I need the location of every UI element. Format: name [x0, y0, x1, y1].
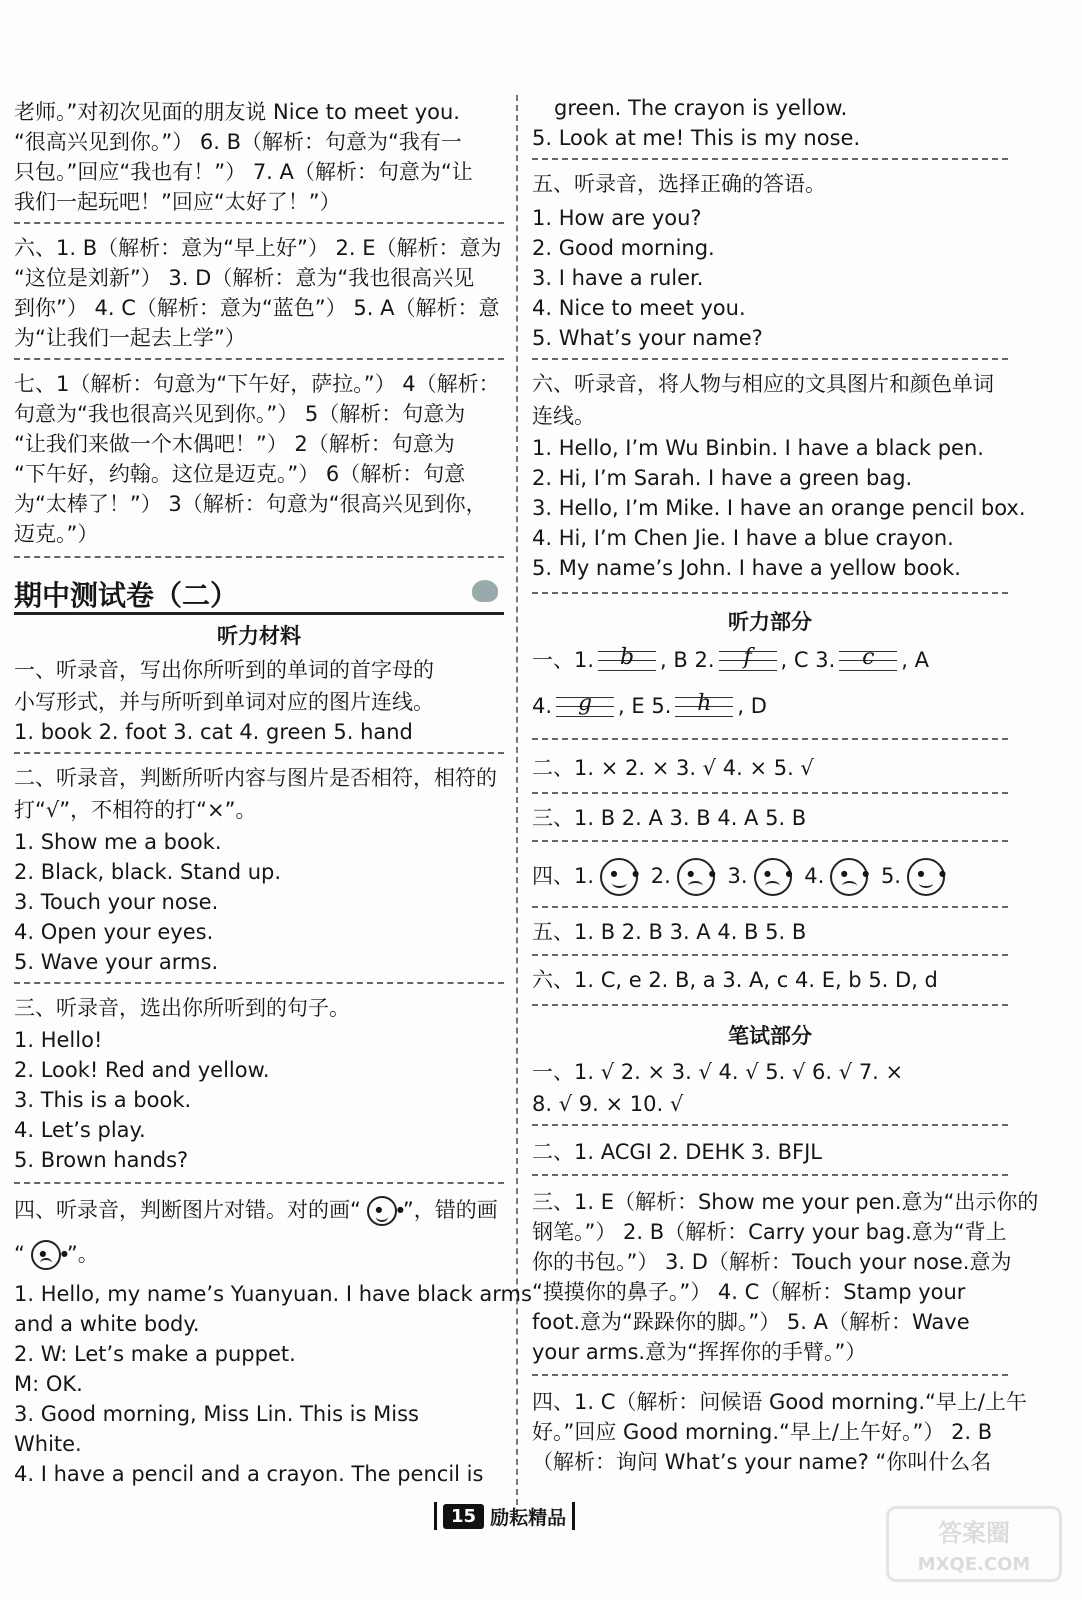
text-line: 1. Hello!: [14, 1028, 103, 1052]
divider: [532, 738, 1008, 740]
text-line: and a white body.: [14, 1312, 200, 1336]
written-letter: h: [697, 691, 712, 716]
footer-bar: [434, 1502, 437, 1530]
answer-text: , A: [901, 648, 929, 672]
page-number: 15: [443, 1504, 484, 1529]
text-line: 3. Hello, I’m Mike. I have an orange pencil box.: [532, 496, 1026, 520]
section-title: 期中测试卷（二）: [14, 579, 239, 612]
question-heading: [14, 1196, 498, 1226]
question-heading: 一、听录音，写出你所听到的单词的首字母的: [14, 658, 434, 682]
listening-part-title: 听力部分: [728, 610, 812, 634]
text-line: 三、1. E（解析：Show me your pen.意为“出示你的: [532, 1190, 1039, 1214]
text-line: 六、1. B（解析：意为“早上好”） 2. E（解析：意为: [14, 236, 502, 260]
question-heading: 二、听录音，判断所听内容与图片是否相符，相符的: [14, 766, 497, 790]
text-line: foot.意为“跺跺你的脚。”） 5. A（解析：Wave: [532, 1310, 970, 1334]
divider: [14, 1182, 504, 1184]
text-line: 4. Open your eyes.: [14, 920, 214, 944]
text-line: 4. Hi, I’m Chen Jie. I have a blue crayon.: [532, 526, 954, 550]
text-line: 迈克。”）: [14, 522, 99, 546]
answer-text: , B 2.: [660, 648, 715, 672]
heading-text: ”，错的画: [402, 1198, 498, 1222]
answer-row: 三、1. B 2. A 3. B 4. A 5. B: [532, 806, 807, 830]
divider: [532, 1124, 1008, 1126]
divider: [532, 1374, 1008, 1376]
text-line: 为“太棒了！”） 3（解析：句意为“很高兴见到你，: [14, 492, 487, 516]
question-heading: [14, 1240, 99, 1270]
question-heading: 打“√”，不相符的打“×”。: [14, 798, 257, 822]
text-line: 只包。”回应“我也有！”） 7. A（解析：句意为“让: [14, 160, 473, 184]
text-line: 4. I have a pencil and a crayon. The pencil is: [14, 1462, 484, 1486]
answer-text: 3.: [727, 864, 748, 888]
text-line: 句意为“我也很高兴见到你。”） 5（解析：句意为: [14, 402, 466, 426]
letter-writing-lines: [675, 692, 733, 722]
answer-row: 一、1. √ 2. × 3. √ 4. √ 5. √ 6. √ 7. ×: [532, 1060, 904, 1084]
title-rule: [14, 612, 504, 615]
divider: [532, 792, 1008, 794]
answer-text: 2.: [650, 864, 671, 888]
sad-face-icon: ● ●: [677, 858, 715, 896]
question-heading: 三、听录音，选出你所听到的句子。: [14, 996, 350, 1020]
text-line: 1. Hello, I’m Wu Binbin. I have a black pen.: [532, 436, 984, 460]
divider: [532, 906, 1008, 908]
divider: [532, 954, 1008, 956]
text-line: 2. Look! Red and yellow.: [14, 1058, 270, 1082]
written-letter: g: [578, 691, 593, 716]
text-line: 5. Brown hands?: [14, 1148, 189, 1172]
divider: [532, 358, 1008, 360]
smiley-face-icon: ● ●: [907, 858, 945, 896]
watermark-text: MXQE.COM: [917, 1554, 1031, 1575]
divider: [532, 840, 1008, 842]
text-line: 5. Wave your arms.: [14, 950, 219, 974]
text-line: 你的书包。”） 3. D（解析：Touch your nose.意为: [532, 1250, 1012, 1274]
text-line: “这位是刘新”） 3. D（解析：意为“我也很高兴见: [14, 266, 475, 290]
text-line: “下午好，约翰。这位是迈克。”） 6（解析：句意: [14, 462, 466, 486]
text-line: （解析：询问 What’s your name? “你叫什么名: [532, 1450, 992, 1474]
divider: [532, 1174, 1008, 1176]
text-line: green. The crayon is yellow.: [554, 96, 848, 120]
sad-face-icon: ● ●: [754, 858, 792, 896]
answer-text: , D: [737, 694, 767, 718]
text-line: your arms.意为“挥挥你的手臂。”）: [532, 1340, 867, 1364]
heading-text: 四、听录音，判断图片对错。对的画“: [14, 1198, 361, 1222]
divider: [14, 222, 504, 224]
written-letter: f: [743, 645, 752, 670]
listening-material-title: 听力材料: [217, 624, 301, 648]
text-line: 2. Good morning.: [532, 236, 715, 260]
text-line: M: OK.: [14, 1372, 83, 1396]
question-heading: 连线。: [532, 404, 595, 428]
text-line: 5. What’s your name?: [532, 326, 763, 350]
text-line: 4. Let’s play.: [14, 1118, 146, 1142]
text-line: 5. Look at me! This is my nose.: [532, 126, 861, 150]
text-line: 3. Touch your nose.: [14, 890, 219, 914]
text-line: 1. How are you?: [532, 206, 702, 230]
smiley-face-icon: ● ●: [367, 1196, 397, 1226]
answer-text: , C 3.: [780, 648, 836, 672]
letter-writing-lines: [719, 646, 777, 676]
text-line: “摸摸你的鼻子。”） 4. C（解析：Stamp your: [532, 1280, 966, 1304]
answer-text: 5.: [880, 864, 901, 888]
answer-row: [532, 646, 929, 676]
footer-bar: [572, 1502, 575, 1530]
letter-writing-lines: [598, 646, 656, 676]
letter-writing-lines: [556, 692, 614, 722]
answer-row: 五、1. B 2. B 3. A 4. B 5. B: [532, 920, 807, 944]
divider: [532, 592, 1008, 594]
text-line: 4. Nice to meet you.: [532, 296, 746, 320]
heading-text: “: [14, 1242, 25, 1266]
question-heading: 小写形式，并与所听到单词对应的图片连线。: [14, 690, 434, 714]
text-line: 到你”） 4. C（解析：意为“蓝色”） 5. A（解析：意: [14, 296, 500, 320]
text-line: 四、1. C（解析：问候语 Good morning.“早上/上午: [532, 1390, 1028, 1414]
text-line: “很高兴见到你。”） 6. B（解析：句意为“我有一: [14, 130, 462, 154]
answer-row: [532, 858, 951, 896]
text-line: 5. My name’s John. I have a yellow book.: [532, 556, 961, 580]
answer-row: 六、1. C, e 2. B, a 3. A, c 4. E, b 5. D, d: [532, 968, 938, 992]
answer-row: 8. √ 9. × 10. √: [532, 1092, 684, 1116]
brand-name: 励耘精品: [490, 1506, 567, 1529]
watermark-logo: [886, 1506, 1062, 1582]
answer-text: 4.: [804, 864, 825, 888]
question-heading: 五、听录音，选择正确的答语。: [532, 172, 826, 196]
watermark-text: 答案圈: [938, 1519, 1010, 1547]
text-line: 我们一起玩吧！”回应“太好了！”）: [14, 190, 341, 214]
text-line: 2. W: Let’s make a puppet.: [14, 1342, 296, 1366]
text-line: White.: [14, 1432, 82, 1456]
answer-text: , E 5.: [618, 694, 672, 718]
text-line: 1. Hello, my name’s Yuanyuan. I have black arms: [14, 1282, 532, 1306]
text-line: 2. Hi, I’m Sarah. I have a green bag.: [532, 466, 913, 490]
text-line: 1. book 2. foot 3. cat 4. green 5. hand: [14, 720, 413, 744]
answer-row: 二、1. ACGI 2. DEHK 3. BFJL: [532, 1140, 822, 1164]
sad-face-icon: ● ●: [31, 1240, 61, 1270]
answer-text: 四、1.: [532, 864, 595, 888]
divider: [532, 158, 1008, 160]
text-line: 为“让我们一起去上学”）: [14, 326, 246, 350]
answer-text: 4.: [532, 694, 553, 718]
letter-writing-lines: [839, 646, 897, 676]
text-line: 老师。”对初次见面的朋友说 Nice to meet you.: [14, 100, 460, 124]
text-line: 3. Good morning, Miss Lin. This is Miss: [14, 1402, 419, 1426]
written-letter: c: [862, 645, 875, 670]
text-line: 七、1（解析：句意为“下午好，萨拉。”） 4（解析：: [14, 372, 500, 396]
written-letter: b: [620, 645, 635, 670]
answer-text: 一、1.: [532, 648, 595, 672]
divider: [14, 752, 504, 754]
text-line: 3. This is a book.: [14, 1088, 192, 1112]
heading-text: ”。: [66, 1242, 99, 1266]
mascot-icon: [472, 580, 498, 602]
text-line: 钢笔。”） 2. B（解析：Carry your bag.意为“背上: [532, 1220, 1007, 1244]
smiley-face-icon: ● ●: [600, 858, 638, 896]
text-line: 3. I have a ruler.: [532, 266, 704, 290]
text-line: 好。”回应 Good morning.“早上/上午好。”） 2. B: [532, 1420, 993, 1444]
text-line: 2. Black, black. Stand up.: [14, 860, 282, 884]
answer-row: [532, 692, 767, 722]
divider: [14, 556, 504, 558]
text-line: 1. Show me a book.: [14, 830, 222, 854]
divider: [14, 358, 504, 360]
text-line: “让我们来做一个木偶吧！”） 2（解析：句意为: [14, 432, 455, 456]
answer-row: 二、1. × 2. × 3. √ 4. × 5. √: [532, 756, 814, 780]
divider: [532, 1004, 1008, 1006]
written-part-title: 笔试部分: [728, 1024, 812, 1048]
divider: [14, 982, 504, 984]
sad-face-icon: ● ●: [830, 858, 868, 896]
page-footer: [434, 1502, 575, 1530]
question-heading: 六、听录音，将人物与相应的文具图片和颜色单词: [532, 372, 994, 396]
